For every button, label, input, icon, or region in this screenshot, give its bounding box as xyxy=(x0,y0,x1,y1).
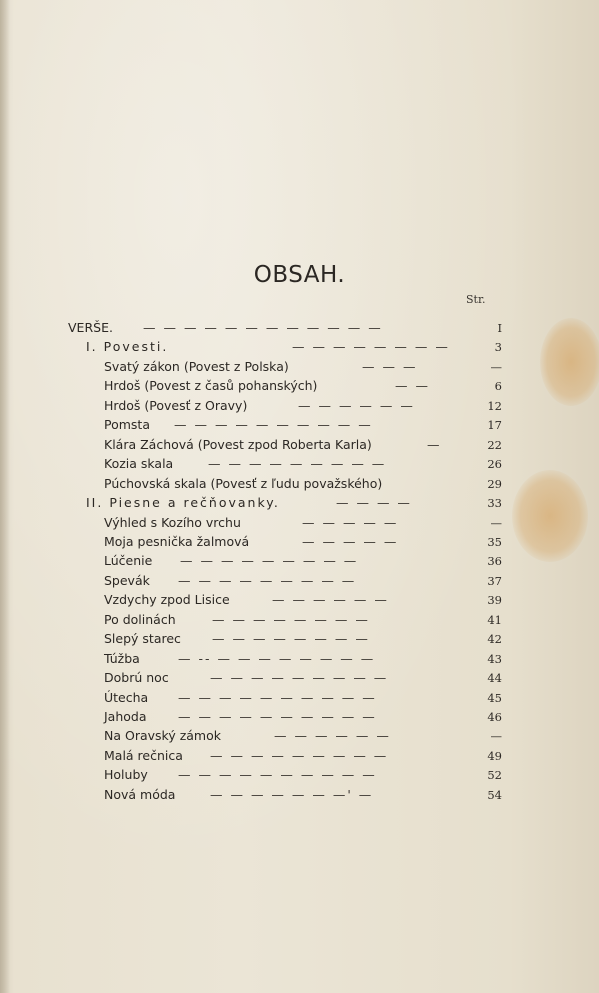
toc-page-number: 43 xyxy=(487,651,502,666)
toc-page-number: 54 xyxy=(487,787,502,802)
toc-entry xyxy=(0,688,599,708)
toc-entry xyxy=(0,435,599,455)
page-title: OBSAH. xyxy=(253,262,346,288)
toc-entry-title: Hrdoš (Povesť z Oravy) xyxy=(104,397,248,413)
toc-page-number: 35 xyxy=(487,534,502,549)
toc-entry-title: VERŠE. xyxy=(68,320,113,335)
toc-entry xyxy=(0,629,599,649)
toc-page-number: 37 xyxy=(487,573,502,588)
toc-entry xyxy=(0,474,599,494)
toc-page-number: I xyxy=(497,321,502,335)
toc-entry xyxy=(0,668,599,688)
toc-page-number: 12 xyxy=(487,398,502,413)
toc-leader-dashes: — — — — xyxy=(336,495,412,511)
toc-entry xyxy=(0,532,599,552)
toc-leader-dashes: — — — — — — — — — xyxy=(178,572,357,588)
toc-entry-title: II. Piesne a rečňovanky. xyxy=(86,495,280,511)
toc-leader-dashes: — — — — — — xyxy=(274,728,391,744)
toc-entry-title: Jahoda xyxy=(104,709,147,724)
toc-entry xyxy=(0,785,599,805)
toc-entry-title: Dobrú noc xyxy=(104,670,169,686)
toc-leader-dashes: — — — — — — — — — — xyxy=(178,689,377,705)
toc-entry-title: Nová móda xyxy=(104,786,176,802)
toc-leader-dashes: — — — — — — — — — — xyxy=(178,767,377,783)
toc-leader-dashes: — — — xyxy=(362,358,418,374)
toc-leader-dashes: — — — — — — — — — xyxy=(180,553,359,569)
toc-page-number: 52 xyxy=(487,768,502,783)
toc-leader-dashes: — — — — — xyxy=(302,514,399,530)
toc-page-number: 41 xyxy=(487,612,502,627)
toc-entry-title: Pomsta xyxy=(104,417,150,433)
toc-leader-dashes: — -- — — — — — — — — xyxy=(178,650,376,666)
toc-page-number: 44 xyxy=(487,671,502,686)
toc-page-number: 49 xyxy=(487,748,502,763)
toc-leader-dashes: — — — — — — — — xyxy=(212,611,370,627)
toc-entry-title: Po dolinách xyxy=(104,611,176,627)
toc-entry xyxy=(0,396,599,416)
toc-leader-dashes: — — — — — — — — xyxy=(212,631,370,647)
toc-entry-title: I. Povesti. xyxy=(86,339,169,355)
toc-entry xyxy=(0,551,599,571)
toc-leader-dashes: — — — — — — — — — xyxy=(208,456,387,472)
toc-page-number: 3 xyxy=(494,340,502,355)
toc-entry xyxy=(0,493,599,513)
toc-entry-title: Spevák xyxy=(104,572,150,588)
toc-page-number: — xyxy=(490,359,502,374)
toc-entry-title: Malá rečnica xyxy=(104,747,183,763)
toc-entry xyxy=(0,513,599,533)
toc-entry-title: Kozia skala xyxy=(104,456,174,472)
toc-entry xyxy=(0,454,599,474)
toc-entry xyxy=(0,726,599,746)
toc-leader-dashes: — — — — — — — — — — xyxy=(178,709,377,724)
toc-leader-dashes: — xyxy=(427,436,442,452)
toc-entry xyxy=(0,337,599,357)
toc-entry xyxy=(0,707,599,727)
page-column-label: Str. xyxy=(466,293,486,306)
toc-entry xyxy=(0,746,599,766)
toc-entry-title: Klára Záchová (Povest zpod Roberta Karla) xyxy=(104,436,372,452)
toc-entry-title: Túžba xyxy=(104,650,140,666)
toc-entry xyxy=(0,318,599,338)
toc-page-number: 45 xyxy=(487,690,502,705)
toc-entry-title: Lúčenie xyxy=(104,553,153,569)
toc-entry-title: Útecha xyxy=(104,689,149,705)
toc-entry xyxy=(0,376,599,396)
toc-leader-dashes: — — — — — — xyxy=(298,397,415,413)
toc-leader-dashes: — — — — — — xyxy=(272,592,389,608)
toc-page-number: 29 xyxy=(487,476,502,491)
toc-leader-dashes: — — xyxy=(395,378,430,394)
toc-page-number: 33 xyxy=(487,496,502,511)
toc-entry xyxy=(0,571,599,591)
toc-leader-dashes: — — — — — — — — — xyxy=(210,670,389,686)
toc-entry xyxy=(0,649,599,669)
toc-entry-title: Hrdoš (Povest z časů pohanských) xyxy=(104,378,318,394)
toc-page-number: 36 xyxy=(487,554,502,569)
toc-page-number: 17 xyxy=(487,418,502,433)
toc-leader-dashes: — — — — — — — — — xyxy=(210,747,389,763)
toc-entry-title: Holuby xyxy=(104,767,148,783)
toc-entry-title: Na Oravský zámok xyxy=(104,728,221,744)
toc-page-number: — xyxy=(490,729,502,744)
toc-entry xyxy=(0,610,599,630)
toc-page-number: 22 xyxy=(487,437,502,452)
toc-page-number: — xyxy=(490,515,502,530)
toc-page-number: 46 xyxy=(487,710,502,724)
toc-leader-dashes: — — — — — — — — xyxy=(292,339,450,355)
toc-entry-title: Púchovská skala (Povesť z ľudu považského) xyxy=(104,475,383,491)
toc-leader-dashes: — — — — — — — — — — — — xyxy=(143,320,383,335)
toc-entry-title: Výhled s Kozího vrchu xyxy=(104,514,241,530)
toc-leader-dashes: — — — — — xyxy=(302,533,399,549)
toc-page-number: 6 xyxy=(494,379,502,394)
toc-entry-title: Moja pesnička žalmová xyxy=(104,533,250,549)
toc-entry-title: Slepý starec xyxy=(104,631,181,647)
toc-entry xyxy=(0,765,599,785)
toc-leader-dashes: — — — — — — — — — — xyxy=(174,417,373,433)
toc-page-number: 26 xyxy=(487,457,502,472)
toc-entry xyxy=(0,357,599,377)
toc-entry-title: Vzdychy zpod Lisice xyxy=(104,592,230,608)
toc-leader-dashes: — — — — — — —' — xyxy=(210,786,374,802)
toc-entry xyxy=(0,590,599,610)
toc-page-number: 39 xyxy=(487,593,502,608)
toc-entry-title: Svatý zákon (Povest z Polska) xyxy=(104,358,289,374)
toc-page-number: 42 xyxy=(487,632,502,647)
toc-entry xyxy=(0,415,599,435)
